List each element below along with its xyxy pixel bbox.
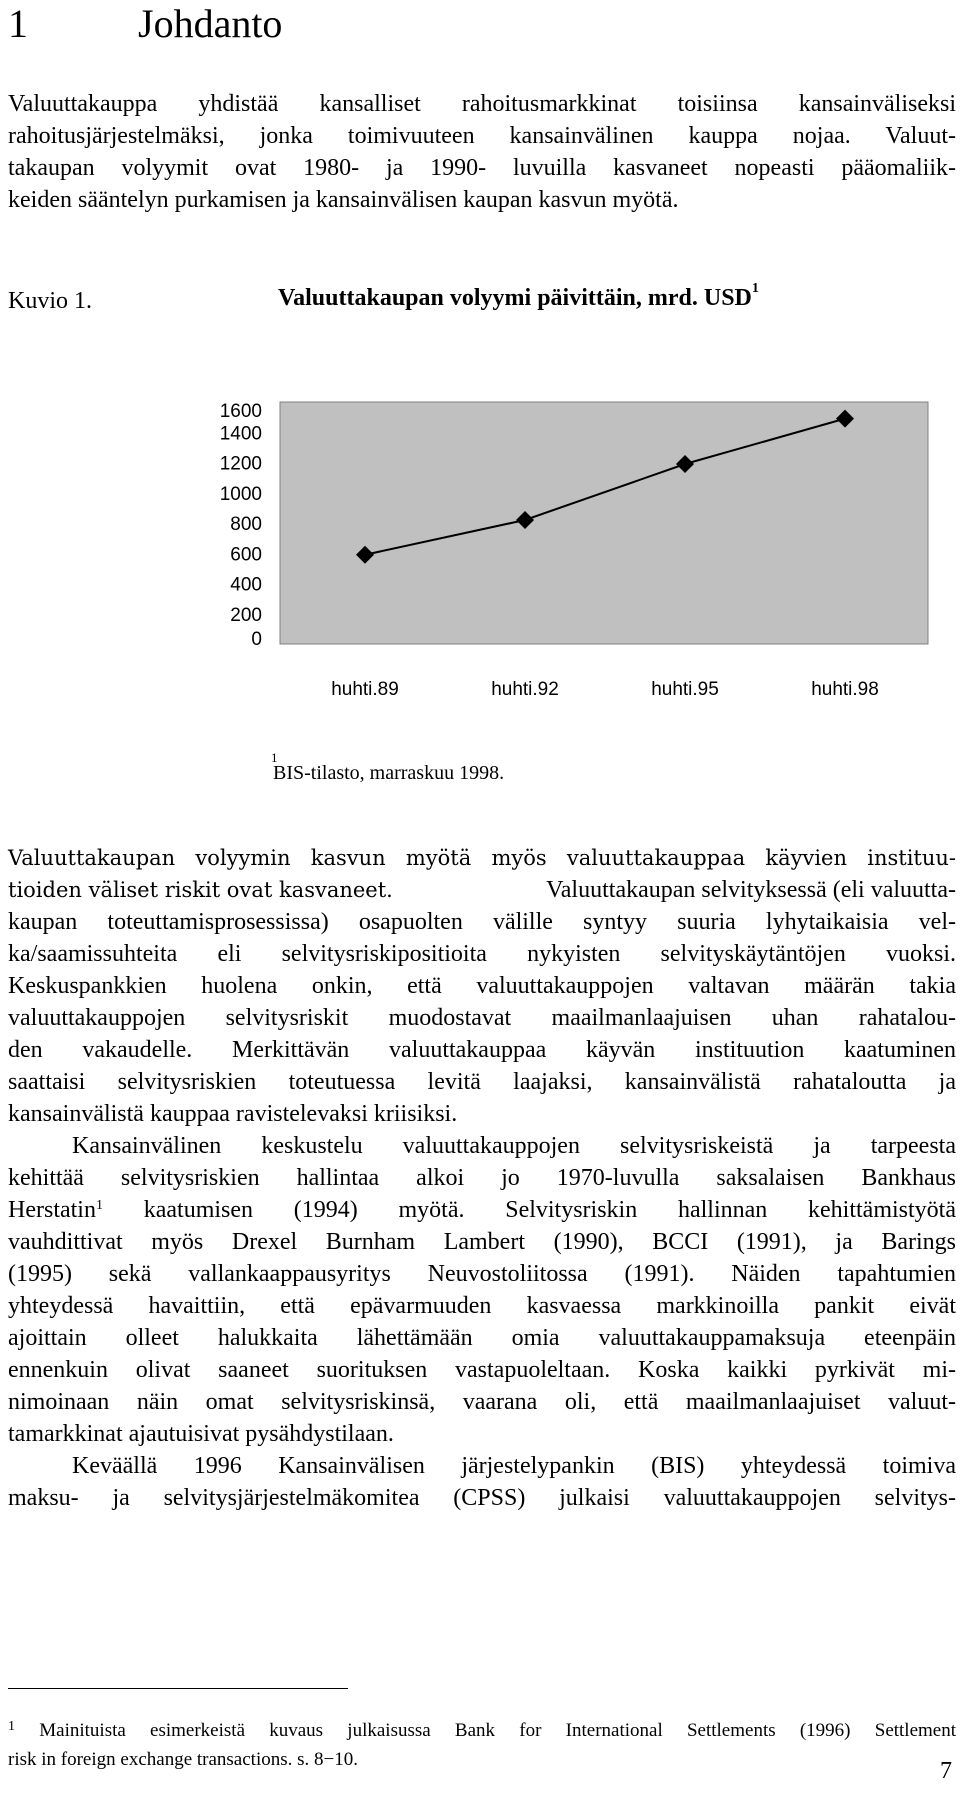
figure-label: Kuvio 1. (8, 288, 92, 314)
y-tick-label: 200 (230, 604, 262, 626)
source-footnote-mark: 1 (271, 750, 278, 765)
text-line: Kansainvälinen keskustelu valuuttakauppojen selvitysriskeistä ja tarpeesta (72, 1133, 956, 1159)
footnote-divider (8, 1688, 348, 1689)
text-line: Valuuttakaupan volyymin kasvun myötä myös valuuttakauppaa käyvien instituu- (8, 846, 956, 870)
text-line: den vakaudelle. Merkittävän valuuttakauppaa käyvän instituution kaatuminen (8, 1037, 956, 1063)
text-line: kaupan toteuttamisprosessissa) osapuolten välille syntyy suuria lyhytaikaisia vel- (8, 909, 956, 935)
footnote (8, 1716, 956, 1774)
paragraph-2-rest (8, 906, 956, 1130)
text-line: nimoinaan näin omat selvitysriskinsä, vaarana oli, että maailmanlaajuiset valuut- (8, 1389, 956, 1415)
text-line: Valuuttakauppa yhdistää kansalliset rahoitusmarkkinat toisiinsa kansainväliseksi (8, 91, 956, 117)
text-line: (1995) sekä vallankaappausyritys Neuvostoliitossa (1991). Näiden tapahtumien (8, 1261, 956, 1287)
chapter-title: Johdanto (138, 1, 283, 46)
y-tick-label: 800 (230, 514, 262, 535)
x-tick-label: huhti.98 (811, 679, 879, 700)
text-line: Valuuttakaupan selvityksessä (eli valuutta- (546, 877, 956, 903)
text-line: ka/saamissuhteita eli selvitysriskipositioita nykyisten selvityskäytäntöjen vuoksi. (8, 941, 956, 967)
text-line: ajoittain olleet halukkaita lähettämään omia valuuttakauppamaksuja eteenpäin (8, 1325, 956, 1351)
text-line: keiden sääntelyn purkamisen ja kansainvälisen kaupan kasvun myötä. (8, 187, 679, 213)
x-axis (331, 679, 879, 700)
text-fragment: Herstatin (8, 1197, 96, 1223)
text-line: tamarkkinat ajautuisivat pysähdystilaan. (8, 1421, 394, 1447)
page-number: 7 (940, 1758, 952, 1784)
volume-line-chart (0, 380, 960, 710)
footnote-number: 1 (8, 1719, 15, 1734)
paragraph-2 (8, 842, 956, 874)
figure-title-text: Valuuttakaupan volyymi päivittäin, mrd. USD (278, 285, 752, 311)
footnote-line (8, 1716, 956, 1745)
text-line: tioiden väliset riskit ovat kasvaneet. (8, 878, 393, 902)
text-line: ennenkuin olivat saaneet suorituksen vastapuoleltaan. Koska kaikki pyrkivät mi- (8, 1357, 956, 1383)
figure-title-footnote-mark: 1 (751, 281, 759, 296)
y-axis (220, 401, 262, 650)
text-line: takaupan volyymit ovat 1980- ja 1990- luvuilla kasvaneet nopeasti pääomaliik- (8, 155, 956, 181)
x-tick-label: huhti.95 (651, 679, 719, 700)
figure-title (278, 281, 759, 312)
paragraph-2-line-2 (8, 874, 956, 906)
text-line: Keväällä 1996 Kansainvälisen järjestelypankin (BIS) yhteydessä toimiva (72, 1453, 956, 1479)
text-line: kansainvälistä kauppaa ravistelevaksi kriisiksi. (8, 1101, 458, 1127)
figure-source: BIS-tilasto, marraskuu 1998. (273, 762, 505, 784)
y-tick-label: 1400 (219, 423, 262, 445)
y-tick-label: 1000 (219, 483, 262, 505)
text-line-with-footnote (8, 1194, 956, 1226)
text-line: saattaisi selvitysriskien toteutuessa levitä laajaksi, kansainvälistä rahataloutta ja (8, 1069, 956, 1095)
chapter-number: 1 (8, 1, 28, 46)
y-tick-label: 600 (230, 544, 262, 566)
chapter-heading (8, 0, 282, 48)
y-tick-label: 1200 (219, 453, 262, 475)
paragraph-3 (8, 1130, 956, 1450)
y-tick-label: 400 (230, 574, 262, 596)
footnote-text: Mainituista esimerkeistä kuvaus julkaisussa Bank for International Settlements (1996) Settlement (39, 1720, 957, 1741)
text-line: yhteydessä havaittiin, että epävarmuuden kasvaessa markkinoilla pankit eivät (8, 1293, 956, 1319)
text-fragment: kaatumisen (1994) myötä. Selvitysriskin hallinnan kehittämistyötä (102, 1197, 956, 1223)
intro-paragraph (8, 88, 956, 216)
x-tick-label: huhti.92 (491, 679, 559, 700)
footnote-mark: 1 (95, 1198, 103, 1213)
text-line: rahoitusjärjestelmäksi, jonka toimivuuteen kansainvälinen kauppa nojaa. Valuut- (8, 123, 956, 149)
text-line: kehittää selvitysriskien hallintaa alkoi jo 1970-luvulla saksalaisen Bankhaus (8, 1165, 956, 1191)
text-line: Keskuspankkien huolena onkin, että valuuttakauppojen valtavan määrän takia (8, 973, 956, 999)
text-line: maksu- ja selvitysjärjestelmäkomitea (CPSS) julkaisi valuuttakauppojen selvitys- (8, 1485, 956, 1511)
x-tick-label: huhti.89 (331, 679, 399, 700)
text-line: valuuttakauppojen selvitysriskit muodostavat maailmanlaajuisen uhan rahatalou- (8, 1005, 956, 1031)
plot-area (280, 402, 928, 644)
y-tick-label: 1600 (219, 401, 262, 422)
y-tick-label: 0 (251, 629, 262, 650)
text-line: vauhdittivat myös Drexel Burnham Lambert (1990), BCCI (1991), ja Barings (8, 1229, 956, 1255)
footnote-line: risk in foreign exchange transactions. s. 8−10. (8, 1749, 358, 1770)
paragraph-4 (8, 1450, 956, 1514)
